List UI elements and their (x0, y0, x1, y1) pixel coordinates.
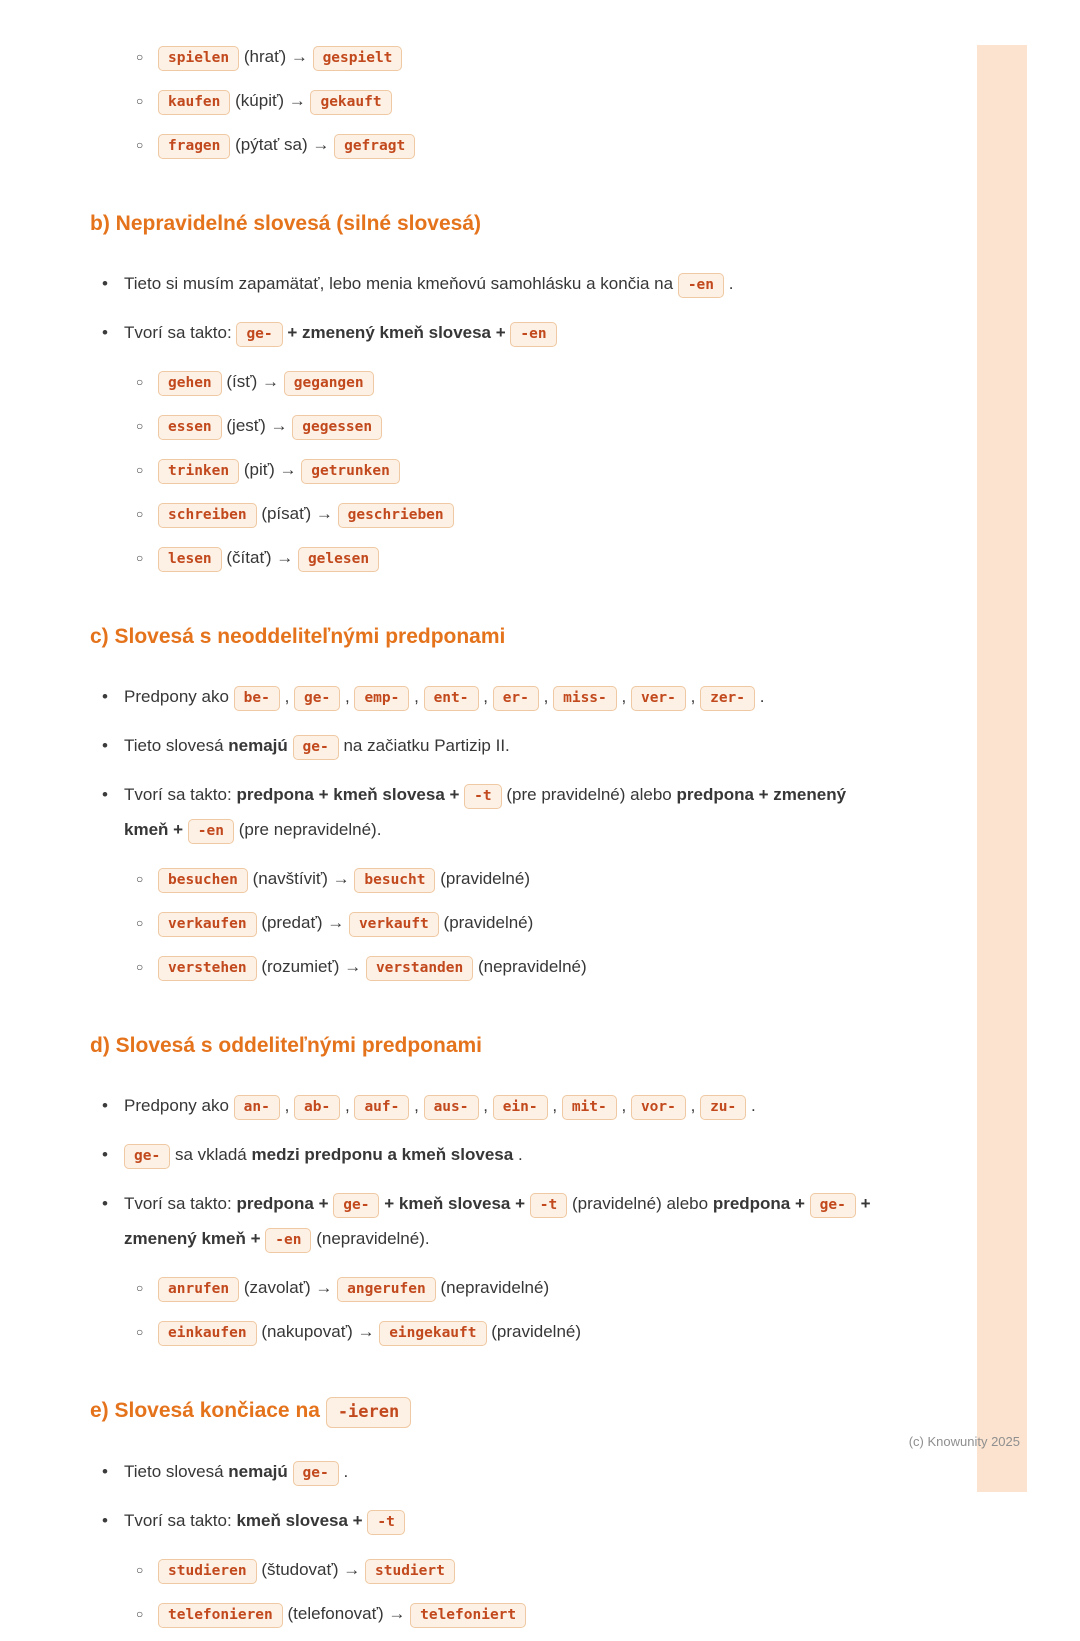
text-run: Tvorí sa takto: (124, 1194, 232, 1213)
section-heading (90, 1029, 890, 1063)
text-run: . (751, 1096, 756, 1115)
text-run: , (344, 687, 350, 706)
list-item (136, 128, 890, 163)
code-chip: aus- (424, 1095, 479, 1120)
text-run: d) Slovesá s oddeliteľnými predponami (90, 1034, 483, 1057)
item-content (158, 409, 890, 444)
code-chip: verstehen (158, 956, 257, 981)
item-content (158, 1271, 890, 1306)
code-chip: trinken (158, 459, 239, 484)
code-chip: lesen (158, 547, 222, 572)
text-run: Tvorí sa takto: (124, 785, 232, 804)
list-item (136, 1315, 890, 1350)
code-chip: spielen (158, 46, 239, 71)
code-chip: emp- (354, 686, 409, 711)
section-heading (90, 207, 890, 241)
text-run: , (414, 1096, 419, 1115)
bullet-circle: ○ (136, 872, 144, 886)
list-item (102, 1138, 890, 1173)
list-item (136, 906, 890, 941)
text-run: (pre nepravidelné). (238, 820, 382, 839)
bullet-dot: • (102, 1462, 108, 1481)
text-run: , (483, 687, 488, 706)
text-run: , (690, 1096, 696, 1115)
bullet-circle: ○ (136, 1563, 144, 1577)
text-run: (študovať) → (261, 1560, 361, 1579)
code-chip: gehen (158, 371, 222, 396)
list-item (102, 778, 890, 848)
text-run: (pravidelné) (443, 913, 534, 932)
code-chip: an- (234, 1095, 280, 1120)
code-chip: zer- (700, 686, 755, 711)
bullet-circle: ○ (136, 1607, 144, 1621)
text-run: (písať) → (261, 504, 333, 523)
list-item (136, 1597, 890, 1632)
bullet-dot: • (102, 687, 108, 706)
bold-text: kmeň slovesa + (236, 1511, 363, 1530)
text-run: . (759, 687, 765, 706)
code-chip: -en (510, 322, 556, 347)
text-run: (telefonovať) → (287, 1604, 406, 1623)
list-item (136, 40, 890, 75)
text-run: e) Slovesá končiace na (90, 1399, 320, 1422)
code-chip: ge- (810, 1193, 856, 1218)
text-run: , (690, 687, 696, 706)
bullet-circle: ○ (136, 507, 144, 521)
code-chip: miss- (553, 686, 617, 711)
list-item (102, 729, 890, 764)
code-chip: verkaufen (158, 912, 257, 937)
bold-text: + zmenený kmeň + (124, 1194, 871, 1248)
section-heading (90, 1394, 890, 1429)
code-chip: be- (234, 686, 280, 711)
text-run: , (284, 687, 290, 706)
item-content (158, 950, 890, 985)
text-run: (pre pravidelné) alebo (506, 785, 672, 804)
code-chip: -t (530, 1193, 567, 1218)
text-run: (ísť) → (226, 372, 280, 391)
bold-text: predpona + (712, 1194, 805, 1213)
bullet-circle: ○ (136, 960, 144, 974)
code-chip: kaufen (158, 90, 230, 115)
text-run: (nepravidelné) (440, 1278, 550, 1297)
code-chip: -en (678, 273, 724, 298)
text-run: , (284, 1096, 290, 1115)
code-chip: studiert (365, 1559, 455, 1584)
item-content (158, 1315, 890, 1350)
text-run: , (543, 687, 549, 706)
code-chip: -ieren (326, 1397, 411, 1428)
text-run: (nakupovať) → (261, 1322, 375, 1341)
code-chip: mit- (562, 1095, 617, 1120)
text-run: (pravidelné) alebo (571, 1194, 709, 1213)
item-content (124, 1455, 890, 1490)
section-heading (90, 620, 890, 654)
code-chip: studieren (158, 1559, 257, 1584)
bullet-circle: ○ (136, 419, 144, 433)
text-run: (piť) → (243, 460, 297, 479)
item-content (158, 128, 890, 163)
code-chip: -en (188, 819, 234, 844)
text-run: , (344, 1096, 350, 1115)
item-content (124, 729, 890, 764)
text-run: . (343, 1462, 349, 1481)
text-run: , (552, 1096, 558, 1115)
code-chip: ge- (293, 735, 339, 760)
code-chip: ge- (294, 686, 340, 711)
list-item (102, 1089, 890, 1124)
list-item (136, 409, 890, 444)
code-chip: gegessen (292, 415, 382, 440)
bold-text: + kmeň slovesa + (384, 1194, 526, 1213)
item-content (124, 316, 890, 351)
code-chip: ge- (236, 322, 282, 347)
code-chip: gefragt (334, 134, 415, 159)
code-chip: ge- (333, 1193, 379, 1218)
text-run: , (621, 687, 627, 706)
text-run: Tieto slovesá (124, 1462, 224, 1481)
bullet-circle: ○ (136, 1325, 144, 1339)
text-run: b) Nepravidelné slovesá (silné slovesá) (90, 212, 482, 235)
item-content (158, 497, 890, 532)
item-content (158, 453, 890, 488)
bullet-dot: • (102, 736, 108, 755)
page-accent-stripe (977, 45, 1027, 1492)
text-run: Predpony ako (124, 687, 229, 706)
code-chip: vor- (631, 1095, 686, 1120)
text-run: c) Slovesá s neoddeliteľnými predponami (90, 625, 506, 648)
list-item (102, 267, 890, 302)
list-item (102, 680, 890, 715)
list-item (136, 497, 890, 532)
list-item (136, 950, 890, 985)
bullet-dot: • (102, 323, 108, 342)
text-run: Tieto slovesá (124, 736, 224, 755)
text-run: na začiatku Partizip II. (343, 736, 510, 755)
item-content (158, 1553, 890, 1588)
list-item (136, 862, 890, 897)
item-content (158, 40, 890, 75)
text-run: (zavolať) → (243, 1278, 333, 1297)
bullet-dot: • (102, 1096, 108, 1115)
code-chip: ab- (294, 1095, 340, 1120)
code-chip: telefoniert (410, 1603, 526, 1628)
text-run: Tvorí sa takto: (124, 1511, 232, 1530)
item-content (124, 680, 890, 715)
code-chip: besucht (354, 868, 435, 893)
text-run: (nepravidelné) (477, 957, 587, 976)
code-chip: schreiben (158, 503, 257, 528)
code-chip: telefonieren (158, 1603, 283, 1628)
item-content (124, 1187, 890, 1257)
code-chip: -en (265, 1228, 311, 1253)
list-item (102, 1504, 890, 1539)
list-item (136, 453, 890, 488)
item-content (124, 1504, 890, 1539)
bullet-circle: ○ (136, 138, 144, 152)
code-chip: eingekauft (379, 1321, 486, 1346)
text-run: (pravidelné) (491, 1322, 582, 1341)
code-chip: -t (464, 784, 501, 809)
code-chip: gelesen (298, 547, 379, 572)
list-item (136, 1553, 890, 1588)
code-chip: ent- (424, 686, 479, 711)
text-run: Tieto si musím zapamätať, lebo menia kmeňovú samohlásku a končia na (124, 274, 674, 293)
item-content (158, 862, 890, 897)
code-chip: ver- (631, 686, 686, 711)
text-run: (pýtať sa) → (235, 135, 330, 154)
code-chip: verkauft (349, 912, 439, 937)
code-chip: -t (367, 1510, 404, 1535)
text-run: , (414, 687, 419, 706)
bullet-circle: ○ (136, 94, 144, 108)
code-chip: ein- (493, 1095, 548, 1120)
code-chip: ge- (293, 1461, 339, 1486)
text-run: (nepravidelné). (316, 1229, 430, 1248)
text-run: sa vkladá (174, 1145, 247, 1164)
document-content (90, 40, 890, 1641)
bullet-dot: • (102, 785, 108, 804)
item-content (124, 267, 890, 302)
code-chip: ge- (124, 1144, 170, 1169)
bold-text: predpona + (236, 1194, 329, 1213)
code-chip: gekauft (310, 90, 391, 115)
code-chip: gegangen (284, 371, 374, 396)
bullet-dot: • (102, 1194, 108, 1213)
text-run: (predať) → (261, 913, 345, 932)
code-chip: essen (158, 415, 222, 440)
text-run: (jesť) → (226, 416, 288, 435)
item-content (158, 1597, 890, 1632)
bold-text: predpona + kmeň slovesa + (236, 785, 460, 804)
item-content (158, 541, 890, 576)
bold-text: medzi predponu a kmeň slovesa (251, 1145, 514, 1164)
list-item (136, 541, 890, 576)
bold-text: nemajú (228, 1462, 288, 1481)
text-run: Predpony ako (124, 1096, 229, 1115)
copyright-notice: (c) Knowunity 2025 (908, 1434, 1020, 1449)
bullet-dot: • (102, 274, 108, 293)
text-run: . (517, 1145, 523, 1164)
code-chip: geschrieben (338, 503, 454, 528)
text-run: (hrať) → (243, 47, 308, 66)
code-chip: einkaufen (158, 1321, 257, 1346)
bullet-circle: ○ (136, 50, 144, 64)
list-item (102, 316, 890, 351)
bullet-circle: ○ (136, 375, 144, 389)
bold-text: predpona + zmenený kmeň + (124, 785, 847, 839)
bullet-circle: ○ (136, 1281, 144, 1295)
bullet-dot: • (102, 1145, 108, 1164)
list-item (102, 1455, 890, 1490)
list-item (136, 84, 890, 119)
text-run: (rozumieť) → (261, 957, 362, 976)
text-run: (navštíviť) → (252, 869, 350, 888)
bullet-circle: ○ (136, 916, 144, 930)
text-run: , (621, 1096, 627, 1115)
text-run: (kúpiť) → (235, 91, 306, 110)
code-chip: fragen (158, 134, 230, 159)
bold-text: + zmenený kmeň slovesa + (287, 323, 506, 342)
item-content (124, 1138, 890, 1173)
text-run: (čítať) → (226, 548, 294, 567)
code-chip: anrufen (158, 1277, 239, 1302)
item-content (158, 365, 890, 400)
item-content (158, 84, 890, 119)
list-item (136, 1271, 890, 1306)
code-chip: gespielt (313, 46, 403, 71)
text-run: . (728, 274, 734, 293)
item-content (124, 1089, 890, 1124)
code-chip: angerufen (337, 1277, 436, 1302)
code-chip: auf- (354, 1095, 409, 1120)
list-item (136, 365, 890, 400)
code-chip: er- (493, 686, 539, 711)
text-run: (pravidelné) (440, 869, 530, 888)
code-chip: besuchen (158, 868, 248, 893)
list-item (102, 1187, 890, 1257)
item-content (158, 906, 890, 941)
bullet-circle: ○ (136, 551, 144, 565)
text-run: , (483, 1096, 488, 1115)
code-chip: zu- (700, 1095, 746, 1120)
bullet-dot: • (102, 1511, 108, 1530)
text-run: Tvorí sa takto: (124, 323, 232, 342)
code-chip: getrunken (301, 459, 400, 484)
code-chip: verstanden (366, 956, 473, 981)
item-content (124, 778, 890, 848)
bullet-circle: ○ (136, 463, 144, 477)
bold-text: nemajú (228, 736, 288, 755)
